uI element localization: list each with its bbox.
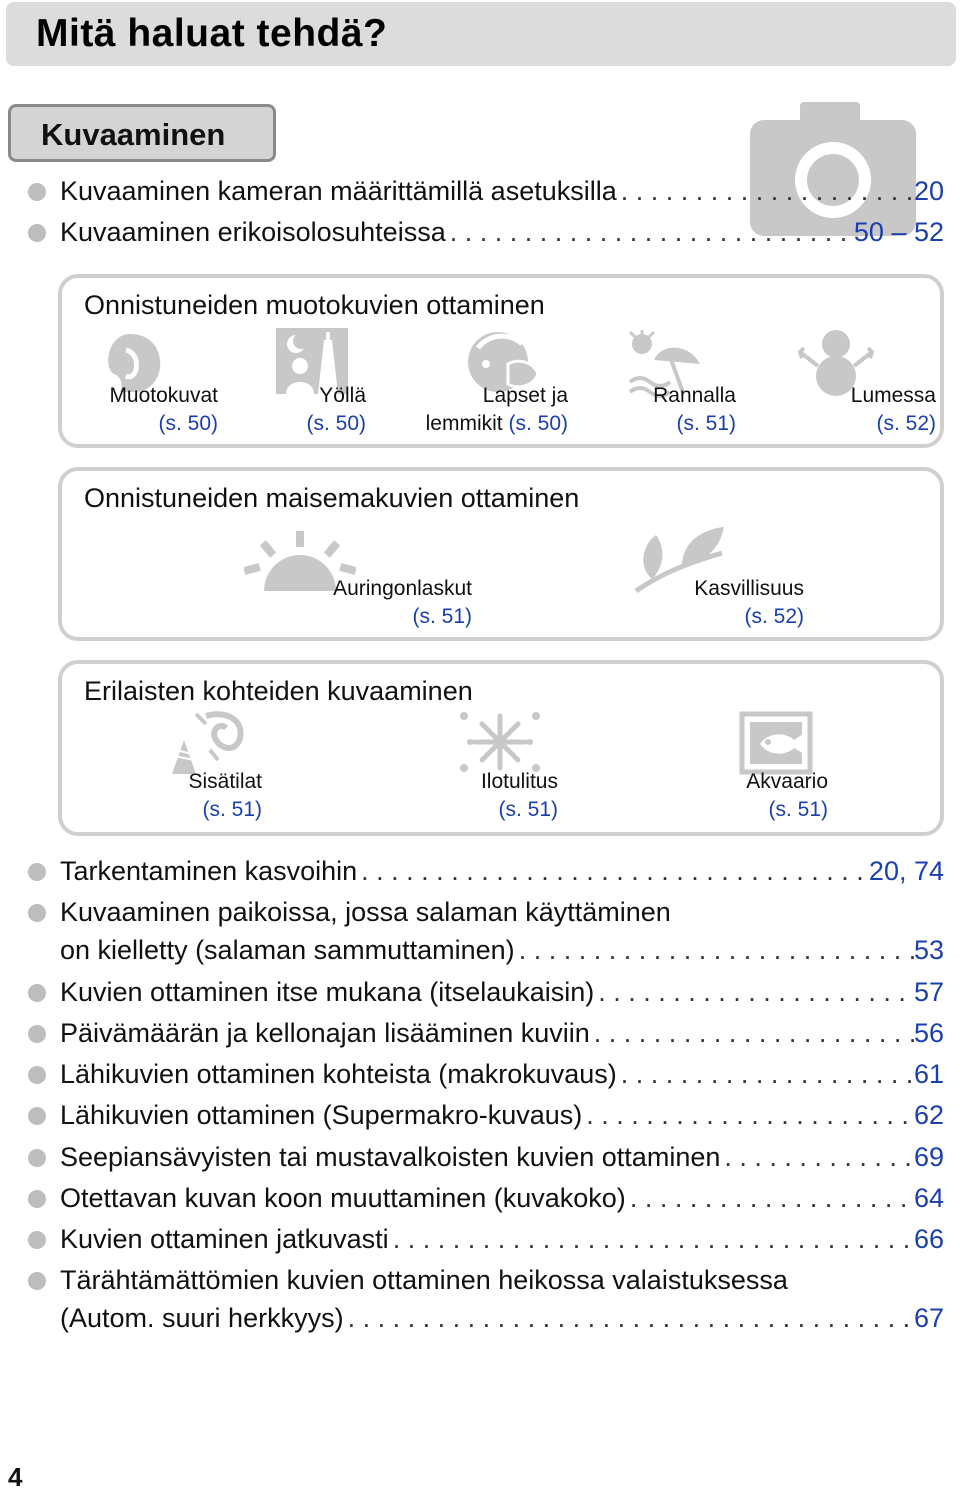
page-ref[interactable]: (s. 51) — [498, 798, 558, 821]
page-ref[interactable]: 53 — [913, 935, 944, 965]
item-text: Lähikuvien ottaminen kohteista (makrokuvaus) — [60, 1059, 617, 1089]
scene-label: Lumessa — [850, 384, 936, 407]
page-ref[interactable]: 20 — [913, 176, 944, 206]
page-ref[interactable]: 67 — [913, 1303, 944, 1333]
page-ref[interactable]: (s. 51) — [768, 798, 828, 821]
bullet-icon — [28, 1107, 46, 1125]
box-title: Onnistuneiden muotokuvien ottaminen — [84, 290, 545, 320]
portrait-box — [58, 274, 944, 448]
scene-item-night[interactable] — [262, 382, 366, 438]
list-item[interactable] — [28, 217, 944, 248]
bullet-icon — [28, 224, 46, 242]
leader-dots — [582, 1100, 914, 1131]
list-item[interactable] — [28, 897, 944, 928]
scene-item-snow[interactable] — [812, 382, 936, 438]
scene-item-beach[interactable] — [622, 382, 736, 438]
page-ref[interactable]: 64 — [913, 1183, 944, 1213]
list-item-continuation[interactable] — [60, 1303, 944, 1334]
item-text: Tärähtämättömien kuvien ottaminen heikossa valaistuksessa — [60, 1265, 788, 1295]
section-label: Kuvaaminen — [41, 117, 226, 152]
leader-dots — [626, 1183, 914, 1214]
bullet-icon — [28, 183, 46, 201]
bullet-icon — [28, 1231, 46, 1249]
leader-dots — [617, 1059, 914, 1090]
section-tab-shooting — [8, 104, 276, 162]
scene-label: Auringonlaskut — [333, 577, 472, 600]
leader-dots — [720, 1142, 914, 1173]
list-item[interactable] — [28, 977, 944, 1008]
leader-dots — [594, 977, 914, 1008]
page-ref[interactable]: (s. 52) — [876, 412, 936, 435]
indoor-icon — [166, 710, 246, 776]
list-item-continuation[interactable] — [60, 935, 944, 966]
fireworks-icon — [458, 708, 542, 776]
page-ref[interactable] — [402, 410, 568, 438]
leader-dots — [515, 935, 914, 966]
list-item[interactable] — [28, 1100, 944, 1131]
landscape-box — [58, 467, 944, 641]
item-text: Seepiansävyisten tai mustavalkoisten kuvien ottaminen — [60, 1142, 721, 1172]
scene-label: Akvaario — [746, 770, 828, 793]
page-ref[interactable]: (s. 51) — [412, 605, 472, 628]
page-title: Mitä haluat tehdä? — [36, 12, 388, 55]
page-ref[interactable]: (s. 50) — [158, 412, 218, 435]
bullet-icon — [28, 1190, 46, 1208]
list-item[interactable] — [28, 856, 944, 887]
page-ref[interactable]: 61 — [913, 1059, 944, 1089]
scene-label: Kasvillisuus — [694, 577, 804, 600]
scene-label: Muotokuvat — [109, 384, 218, 407]
page-ref[interactable]: 56 — [913, 1018, 944, 1048]
bullet-icon — [28, 984, 46, 1002]
item-text: Kuvien ottaminen jatkuvasti — [60, 1224, 389, 1254]
item-text: Päivämäärän ja kellonajan lisääminen kuviin — [60, 1018, 590, 1048]
item-text: Kuvaaminen paikoissa, jossa salaman käyttäminen — [60, 897, 671, 927]
list-item[interactable] — [28, 1059, 944, 1090]
scene-label: Rannalla — [653, 384, 736, 407]
scene-label: Ilotulitus — [480, 770, 558, 793]
leader-dots — [446, 217, 854, 248]
box-title: Erilaisten kohteiden kuvaaminen — [84, 676, 473, 706]
item-text: Kuvien ottaminen itse mukana (itselaukaisin) — [60, 977, 595, 1007]
list-item[interactable] — [28, 1018, 944, 1049]
bullet-icon — [28, 904, 46, 922]
page-ref[interactable]: 50 – 52 — [853, 217, 944, 247]
box-title: Onnistuneiden maisemakuvien ottaminen — [84, 483, 580, 513]
scene-label: Yöllä — [319, 384, 366, 407]
item-text: on kielletty (salaman sammuttaminen) — [60, 935, 515, 965]
list-item[interactable] — [28, 1183, 944, 1214]
item-text: (Autom. suuri herkkyys) — [60, 1303, 344, 1333]
page-ref[interactable]: 69 — [913, 1142, 944, 1172]
item-text: Kuvaaminen erikoisolosuhteissa — [60, 217, 446, 247]
page-ref-text[interactable]: (s. 50) — [508, 412, 568, 435]
leader-dots — [344, 1303, 914, 1334]
page-ref[interactable]: 57 — [913, 977, 944, 1007]
aquarium-icon — [738, 710, 814, 776]
page-ref[interactable]: 62 — [913, 1100, 944, 1130]
page-ref[interactable]: 66 — [913, 1224, 944, 1254]
list-item[interactable] — [28, 176, 944, 207]
list-item[interactable] — [28, 1142, 944, 1173]
list-item[interactable] — [28, 1224, 944, 1255]
page-header — [6, 2, 956, 66]
leader-dots — [389, 1224, 914, 1255]
scene-label: Lapset ja — [482, 384, 568, 407]
bullet-icon — [28, 1149, 46, 1167]
scene-item-aquarium[interactable] — [722, 768, 828, 824]
page-number: 4 — [8, 1462, 23, 1492]
bullet-icon — [28, 863, 46, 881]
page-ref[interactable]: 20, 74 — [868, 856, 944, 886]
scene-item-portrait[interactable] — [98, 382, 218, 438]
page-ref[interactable]: (s. 51) — [202, 798, 262, 821]
bullet-icon — [28, 1272, 46, 1290]
item-text: Otettavan kuvan koon muuttaminen (kuvakoko) — [60, 1183, 626, 1213]
leader-dots — [617, 176, 914, 207]
leader-dots — [357, 856, 869, 887]
page-ref[interactable]: (s. 51) — [676, 412, 736, 435]
subject-box — [58, 660, 944, 836]
scene-item-foliage[interactable] — [622, 575, 804, 631]
page-ref[interactable]: (s. 52) — [744, 605, 804, 628]
item-text: Lähikuvien ottaminen (Supermakro-kuvaus) — [60, 1100, 583, 1130]
item-text: Tarkentaminen kasvoihin — [60, 856, 358, 886]
bullet-icon — [28, 1066, 46, 1084]
scene-item-kids-pets[interactable] — [402, 382, 568, 438]
list-item[interactable] — [28, 1265, 944, 1296]
scene-item-indoor[interactable] — [162, 768, 262, 824]
scene-item-fireworks[interactable] — [452, 768, 558, 824]
scene-label-2: lemmikit — [425, 412, 503, 435]
item-text: Kuvaaminen kameran määrittämillä asetuksilla — [60, 176, 617, 206]
scene-label: Sisätilat — [188, 770, 262, 793]
bullet-icon — [28, 1025, 46, 1043]
page-ref[interactable]: (s. 50) — [306, 412, 366, 435]
scene-item-sunset[interactable] — [282, 575, 472, 631]
leader-dots — [590, 1018, 914, 1049]
